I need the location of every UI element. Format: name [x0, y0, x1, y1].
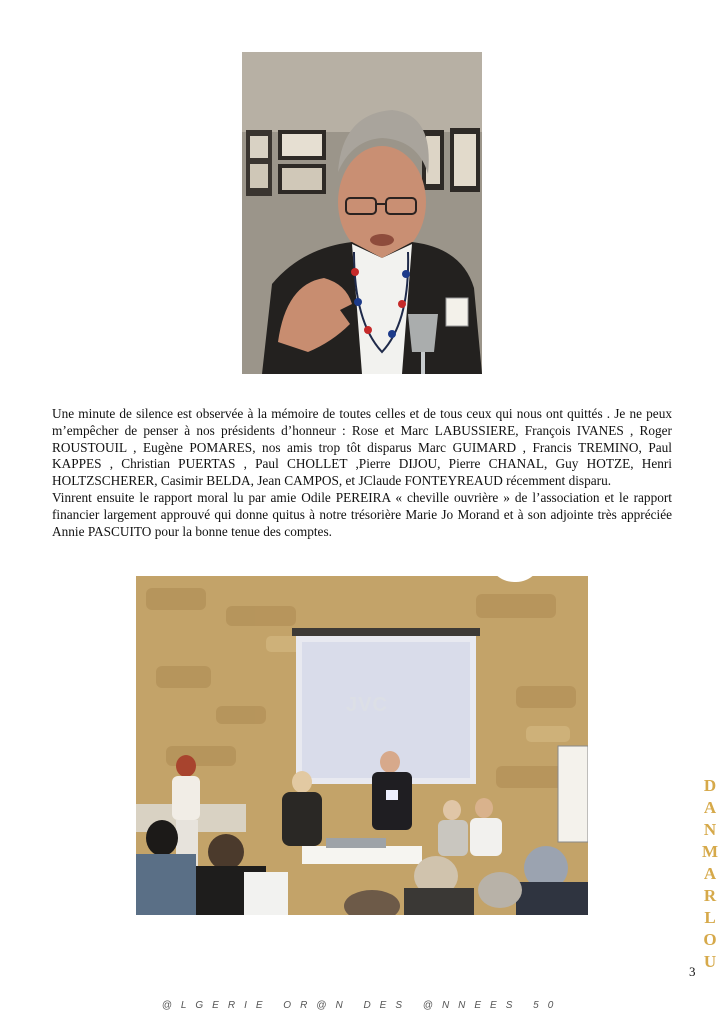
side-letter: L: [704, 908, 716, 927]
side-vertical-text: [702, 775, 718, 973]
article-paragraph: Une minute de silence est observée à la mémoire de toutes celles et de tous ceux qui nous ont quittés . Je ne peux m’empêcher de penser à nos présidents d’honneur : Rose et Marc LABUSSIERE, François IVANES , Roger ROUSTOUIL , Eugène POMARES, nos amis trop tôt disparus Marc GUIMARD , Francis TREMINO, Paul KAPPES , Christian PUERTAS , Paul CHOLLET ,Pierre DIJOU, Pierre CHANAL, Guy HOTZE, Henri HOLTZSCHERER, Casimir BELDA, Jean CAMPOS, et JClaude FONTEYREAUD récemment disparu.: [52, 406, 672, 489]
page-footer: @LGERIE OR@N DES @NNEES 50: [161, 1000, 563, 1011]
screen-logo-text: JVC: [346, 694, 388, 716]
side-letter: O: [703, 930, 717, 949]
article-paragraph: Vinrent ensuite le rapport moral lu par amie Odile PEREIRA « cheville ouvrière » de l’association et le rapport financier largement approuvé qui donne quitus à notre trésorière Marie Jo Morand et à son adjointe très appréciée Annie PASCUITO pour la bonne tenue des comptes.: [52, 489, 672, 539]
article-text: [52, 406, 672, 540]
side-letter: U: [703, 952, 717, 971]
side-letter: R: [703, 886, 717, 905]
side-letter: M: [702, 842, 719, 861]
speaker-photo: [242, 52, 482, 374]
page-number: 3: [689, 964, 696, 979]
side-letter: N: [703, 820, 717, 839]
side-letter: A: [703, 798, 717, 817]
side-letter: D: [703, 776, 717, 795]
meeting-photo-graphic: [136, 576, 588, 915]
meeting-photo: [136, 576, 588, 915]
speaker-photo-graphic: [242, 52, 482, 374]
side-letter: A: [703, 864, 717, 883]
